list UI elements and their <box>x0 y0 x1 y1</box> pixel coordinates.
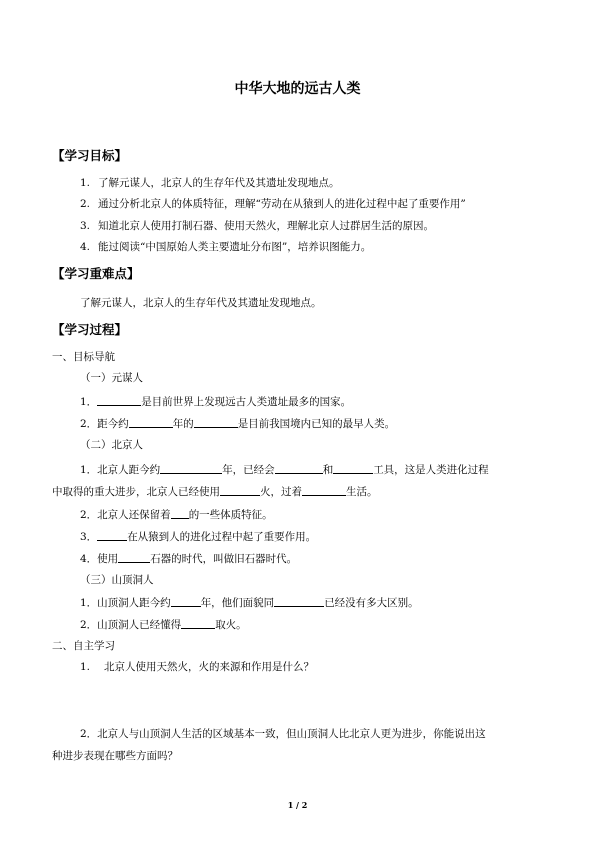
goal-number: 3. <box>80 220 91 232</box>
goal-item-3 <box>80 219 434 233</box>
fill-line-s1-1 <box>80 394 351 409</box>
blank[interactable] <box>129 416 173 428</box>
goal-item-4 <box>80 240 371 254</box>
line-text: 2．山顶洞人已经懂得 <box>80 619 182 631</box>
goals-heading: 【学习目标】 <box>52 148 128 163</box>
line-text: 中取得的重大进步，北京人已经使用 <box>52 486 220 498</box>
line-text: 3． <box>80 531 98 543</box>
keypoints-text: 了解元谋人，北京人的生存年代及其遗址发现地点。 <box>80 297 322 309</box>
line-text: 1．北京人距今约 <box>80 464 161 476</box>
question-text: 北京人使用天然火，火的来源和作用是什么？ <box>104 661 314 673</box>
line-text: 是目前我国境内已知的最早人类。 <box>237 418 396 430</box>
fill-line-s2-1 <box>80 462 489 477</box>
goal-number: 1. <box>80 177 91 189</box>
section-2-title: 二、自主学习 <box>52 640 115 652</box>
fill-line-s2-1b <box>52 484 378 499</box>
page-number: 1 / 2 <box>287 800 308 810</box>
blank[interactable] <box>194 416 238 428</box>
line-text: 的一些体质特征。 <box>188 509 273 521</box>
goal-text: 通过分析北京人的体质特征，理解“劳动在从猿到人的进化过程中起了重要作用” <box>98 198 466 210</box>
question-2-line-1: 2．北京人与山顶洞人生活的区域基本一致，但山顶洞人比北京人更为进步，你能说出这 <box>80 728 486 740</box>
question-1 <box>80 660 314 674</box>
blank[interactable] <box>274 595 324 607</box>
goal-number: 4. <box>80 241 91 253</box>
keypoints-heading: 【学习重难点】 <box>52 266 140 281</box>
line-text: 已经没有多大区别。 <box>324 597 419 609</box>
fill-line-s3-1 <box>80 595 419 610</box>
fill-line-s3-2 <box>80 617 247 632</box>
subsection-upper-cave-man: （三）山顶洞人 <box>80 574 154 586</box>
blank[interactable] <box>333 462 373 474</box>
goal-item-1 <box>80 176 340 190</box>
process-heading: 【学习过程】 <box>52 322 128 337</box>
line-text: 是目前世界上发现远古人类遗址最多的国家。 <box>141 396 352 408</box>
line-text: 年的 <box>172 418 194 430</box>
fill-line-s2-4 <box>80 551 297 566</box>
goal-number: 2. <box>80 198 91 210</box>
line-text: 和 <box>322 464 334 476</box>
line-text: 2．距今约 <box>80 418 129 430</box>
goal-text: 能过阅读“中国原始人类主要遗址分布图”，培养识图能力。 <box>98 241 372 253</box>
line-text: 石器的时代，叫做旧石器时代。 <box>150 553 298 565</box>
line-text: 2．北京人还保留着 <box>80 509 171 521</box>
blank[interactable] <box>160 462 222 474</box>
fill-line-s1-2 <box>80 416 395 431</box>
blank[interactable] <box>275 462 323 474</box>
question-number: 1. <box>80 661 91 673</box>
blank[interactable] <box>181 617 215 629</box>
section-1-title: 一、目标导航 <box>52 351 115 363</box>
blank[interactable] <box>118 551 150 563</box>
line-text: 4．使用 <box>80 553 119 565</box>
fill-line-s2-3 <box>80 529 316 544</box>
line-text: 年，已经会 <box>222 464 275 476</box>
line-text: 1．山顶洞人距今约 <box>80 597 171 609</box>
line-text: 取火。 <box>215 619 247 631</box>
goal-text: 了解元谋人，北京人的生存年代及其遗址发现地点。 <box>98 177 340 189</box>
goal-text: 知道北京人使用打制石器、使用天然火，理解北京人过群居生活的原因。 <box>98 220 434 232</box>
fill-line-s2-2 <box>80 507 273 522</box>
blank[interactable] <box>97 529 127 541</box>
subsection-peking-man: （二）北京人 <box>80 439 143 451</box>
blank[interactable] <box>171 507 189 519</box>
question-2-line-2: 种进步表现在哪些方面吗？ <box>52 750 178 762</box>
blank[interactable] <box>171 595 201 607</box>
blank[interactable] <box>302 484 346 496</box>
line-text: 1． <box>80 396 98 408</box>
line-text: 年，他们面貌同 <box>200 597 275 609</box>
subsection-yuanmou: （一）元谋人 <box>80 372 143 384</box>
blank[interactable] <box>97 394 141 406</box>
line-text: 生活。 <box>346 486 378 498</box>
line-text: 工具，这是人类进化过程 <box>373 464 489 476</box>
line-text: 火，过着 <box>260 486 302 498</box>
line-text: 在从猿到人的进化过程中起了重要作用。 <box>127 531 317 543</box>
goal-item-2 <box>80 197 466 211</box>
page-title: 中华大地的远古人类 <box>234 81 361 97</box>
blank[interactable] <box>220 484 260 496</box>
